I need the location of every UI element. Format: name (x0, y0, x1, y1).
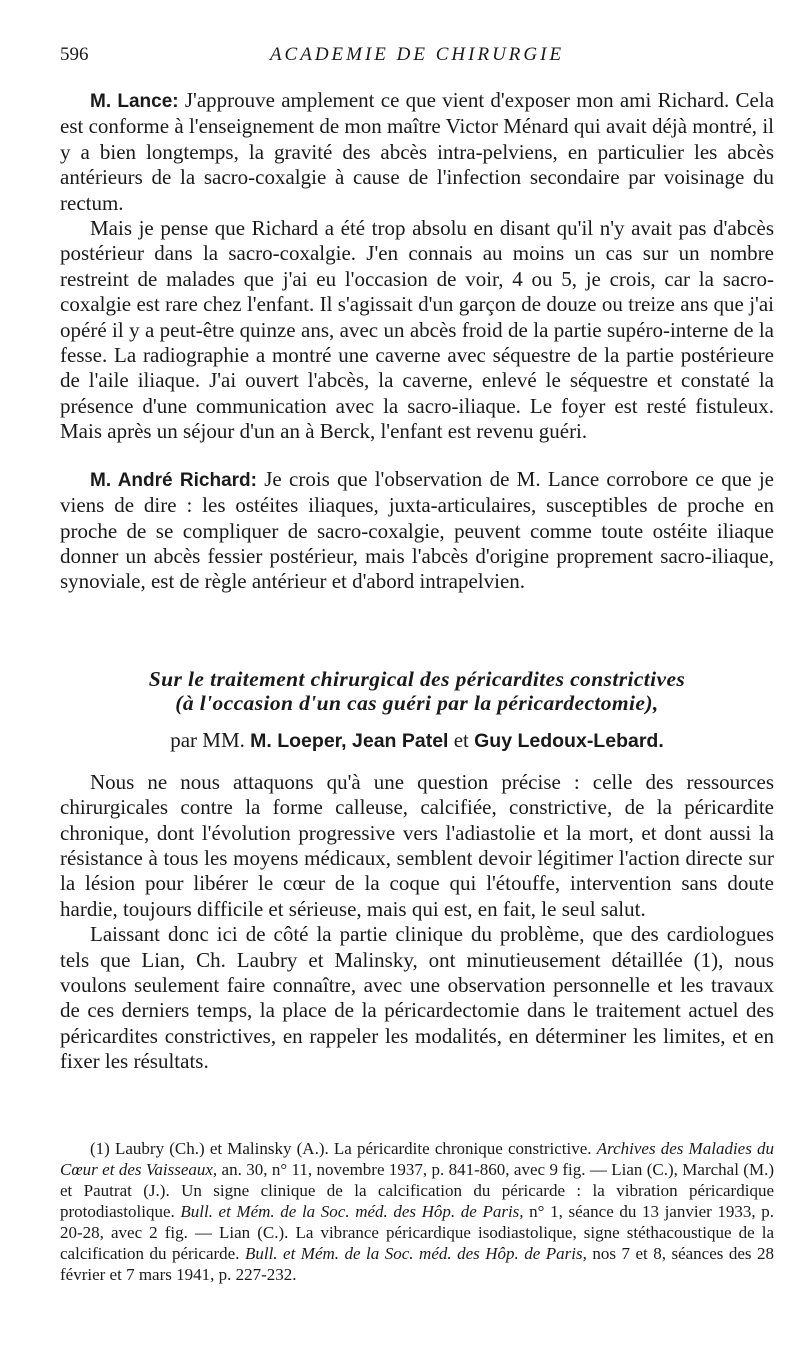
lance-text-1: J'approuve amplement ce que vient d'exposer mon ami Richard. Cela est conforme à l'enseignement de mon maître Victor Ménard qui avait déjà montré, il y a bien longtemps, la gravité des abcès intra-pelviens, en particulier les abcès antérieurs de la sacro-coxalgie à cause de l'infection secondaire par voisinage du rectum. (60, 88, 775, 215)
article-paragraph-1: Nous ne nous attaquons qu'à une question précise : celle des ressources chirurgicales contre la forme calleuse, calcifiée, constrictive, de la péricardite chronique, dont l'évolution progressive vers l'adiastolie et la mort, et dont aussi la résistance à tous les moyens médicaux, semblent devoir légitimer l'action directe sur la lésion pour libérer le cœur de la coque qui l'étouffe, intervention sans doute hardie, toujours difficile et sérieuse, mais qui est, en fait, le seul salut. (60, 769, 774, 921)
byline (60, 727, 774, 754)
footnote-journal-1: Archives des Maladies du Cœur et des Vaisseaux, (60, 1139, 774, 1179)
page-number: 596 (60, 44, 89, 65)
running-head: ACADEMIE DE CHIRURGIE (269, 44, 565, 65)
richard-paragraph (60, 467, 774, 595)
byline-and: et (453, 727, 469, 752)
lance-paragraph-2: Mais je pense que Richard a été trop absolu en disant qu'il n'y avait pas d'abcès postérieur dans la sacro-coxalgie. J'en connais au moins un cas sur un nombre restreint de malades que j'ai eu l'occasion de voir, 4 ou 5, je crois, car la sacro-coxalgie est rare chez l'enfant. Il s'agissait d'un garçon de douze ou treize ans que j'ai opéré il y a peut-être quinze ans, avec un abcès froid de la partie supéro-interne de la fesse. La radiographie a montré une caverne avec séquestre de la partie postérieure de l'aile iliaque. J'ai ouvert l'abcès, la caverne, enlevé le séquestre et constaté la présence d'une communication avec la sacro-iliaque. Le foyer est resté fistuleux. Mais après un séjour d'un an à Berck, l'enfant est revenu guéri. (60, 216, 774, 444)
article-title-line-2: (à l'occasion d'un cas guéri par la péricardectomie), (175, 690, 659, 715)
byline-authors: M. Loeper, Jean Patel (250, 729, 449, 752)
footnote (60, 1138, 774, 1285)
footnote-journal-3: Bull. et Mém. de la Soc. méd. des Hôp. de Paris, (244, 1244, 587, 1263)
article-paragraph-2: Laissant donc ici de côté la partie clinique du problème, que des cardiologues tels que Lian, Ch. Laubry et Malinsky, ont minutieusement détaillée (1), nous voulons seulement faire connaître, avec une observation personnelle et les travaux de ces derniers temps, la place de la péricardectomie dans le traitement actuel des péricardites constrictives, en rappeler les modalités, en déterminer les limites, et en fixer les résultats. (60, 922, 774, 1074)
richard-text: Je crois que l'observation de M. Lance corrobore ce que je viens de dire : les ostéites iliaques, juxta-articulaires, susceptibles de proche en proche de se compliquer de sacro-coxalgie, peuvent comme toute ostéite iliaque donner un abcès fessier postérieur, mais l'abcès d'origine proprement sacro-iliaque, synoviale, est de règle antérieur et d'abord intrapelvien. (60, 466, 774, 594)
footnote-journal-2: Bull. et Mém. de la Soc. méd. des Hôp. de Paris, (180, 1202, 524, 1221)
footnote-1: (1) Laubry (Ch.) et Malinsky (A.). La péricardite chronique constrictive. Archives des Maladies du Cœur et des Vaisseaux, an. 30, n° 11, novembre 1937, p. 841-860, avec 9 fig. — Lian (C.), Marchal (M.) et Pautrat (J.). Un signe clinique de la calcification du péricarde : la vibration péricardique protodiastolique. Bull. et Mém. de la Soc. méd. des Hôp. de Paris, n° 1, séance du 13 janvier 1933, p. 20-28, avec 2 fig. — Lian (C.). La vibrance péricardique isodiastolique, signe stéthacoustique de la calcification du péricarde. Bull. et Mém. de la Soc. méd. des Hôp. de Paris, nos 7 et 8, séances des 28 février et 7 mars 1941, p. 227-232. (60, 1139, 775, 1284)
lance-paragraph-1 (60, 88, 774, 216)
speaker-richard: M. André Richard: (90, 469, 257, 491)
article-title-line-1: Sur le traitement chirurgical des péricardites constrictives (148, 666, 686, 691)
article-title (60, 667, 774, 715)
byline-last-author: Guy Ledoux-Lebard. (474, 729, 664, 752)
byline-prefix: par MM. (170, 727, 245, 752)
speaker-lance: M. Lance: (90, 91, 179, 112)
page-header (60, 44, 774, 70)
body-text (60, 88, 774, 1075)
